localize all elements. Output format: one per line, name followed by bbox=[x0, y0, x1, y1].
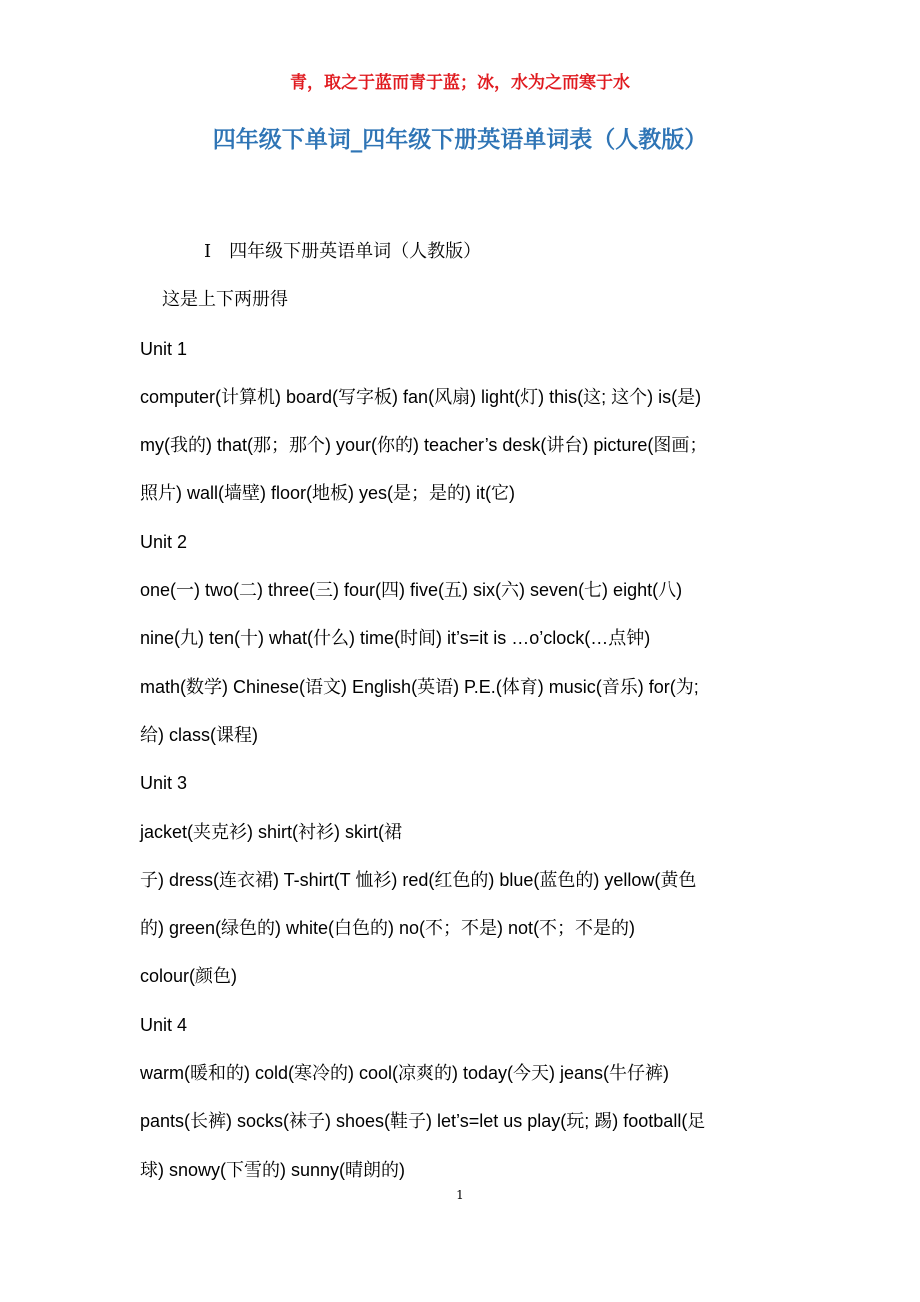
vocab-line: 子) dress(连衣裙) T-shirt(T 恤衫) red(红色的) blue(蓝色的) yellow(黄色 bbox=[140, 869, 697, 890]
section-heading: Ⅰ 四年级下册英语单词（人教版） bbox=[204, 241, 482, 262]
vocab-line: nine(九) ten(十) what(什么) time(时间) it’s=it is …o’clock(…点钟) bbox=[140, 628, 651, 649]
document-body bbox=[140, 228, 782, 1194]
vocab-line: 球) snowy(下雪的) sunny(晴朗的) bbox=[140, 1159, 406, 1180]
vocab-line: warm(暖和的) cold(寒冷的) cool(凉爽的) today(今天) jeans(牛仔裤) bbox=[140, 1063, 670, 1084]
vocab-line: 的) green(绿色的) white(白色的) no(不；不是) not(不；不是的) bbox=[140, 918, 636, 939]
vocab-line: jacket(夹克衫) shirt(衬衫) skirt(裙 bbox=[140, 821, 402, 842]
page-number: 1 bbox=[456, 1188, 464, 1202]
intro-text: 这是上下两册得 bbox=[162, 289, 288, 311]
vocab-line: math(数学) Chinese(语文) English(英语) P.E.(体育) music(音乐) for(为; bbox=[140, 676, 699, 697]
unit-heading: Unit 1 bbox=[140, 338, 188, 359]
vocab-line: my(我的) that(那；那个) your(你的) teacher’s desk(讲台) picture(图画； bbox=[140, 435, 708, 456]
vocab-line: 照片) wall(墙壁) floor(地板) yes(是；是的) it(它) bbox=[140, 483, 515, 504]
vocab-line: one(一) two(二) three(三) four(四) five(五) six(六) seven(七) eight(八) bbox=[140, 580, 683, 601]
unit-heading: Unit 2 bbox=[140, 531, 188, 552]
vocab-line: 给) class(课程) bbox=[140, 724, 258, 745]
unit-heading: Unit 4 bbox=[140, 1014, 188, 1035]
vocab-line: computer(计算机) board(写字板) fan(风扇) light(灯) this(这; 这个) is(是) bbox=[140, 386, 702, 407]
unit-heading: Unit 3 bbox=[140, 773, 188, 794]
motto: 青，取之于蓝而青于蓝；冰，水为之而寒于水 bbox=[290, 73, 630, 93]
vocab-line: pants(长裤) socks(袜子) shoes(鞋子) let’s=let us play(玩; 踢) football(足 bbox=[140, 1111, 706, 1132]
page-title: 四年级下单词_四年级下册英语单词表（人教版） bbox=[212, 127, 708, 153]
vocab-line: colour(颜色) bbox=[140, 966, 238, 987]
